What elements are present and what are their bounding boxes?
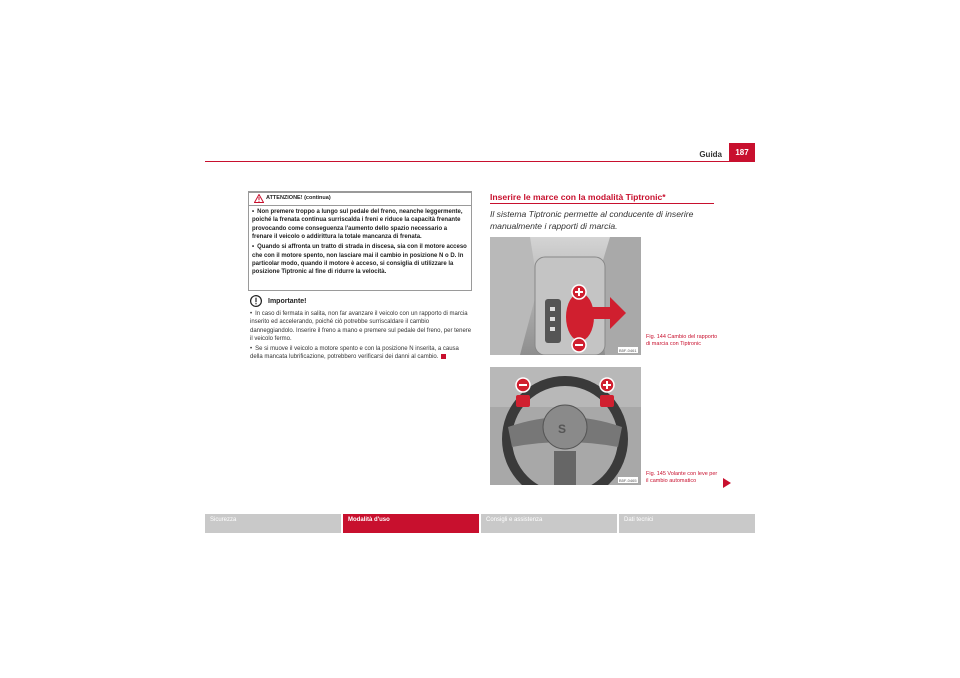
warning-box	[248, 191, 472, 291]
warning-header	[249, 193, 471, 206]
warning-triangle-icon	[254, 194, 264, 203]
figure-caption: Fig. 145 Volante con leve per il cambio automatico	[646, 471, 718, 484]
footer-tab-consigli-assistenza[interactable]: Consigli e assistenza	[481, 514, 617, 533]
running-header-title: Guida	[699, 150, 722, 159]
figure-code: B5F-0461	[619, 348, 637, 353]
important-body	[250, 310, 472, 364]
header-rule	[205, 161, 729, 162]
warning-item: • Quando si affronta un tratto di strada in discesa, sia con il motore acceso che con il motore spento, non lasciare mai il cambio in posizione N o D. In particolar modo, quando il motore è acceso, si consiglia di utilizzare la posizione Tiptronic al fine di ridurre la velocità.	[252, 243, 469, 277]
warning-title: ATTENZIONE! (continua)	[266, 195, 331, 201]
footer-tab-modalita-uso[interactable]: Modalità d'uso	[343, 514, 479, 533]
figure-caption: Fig. 144 Cambio del rapporto di marcia con Tiptronic	[646, 334, 718, 347]
svg-text:S: S	[558, 422, 567, 436]
section-title: Inserire le marce con la modalità Tiptronic*	[490, 192, 666, 202]
caution-circle-icon	[250, 295, 262, 307]
next-page-arrow-icon[interactable]	[722, 478, 732, 488]
figure-tiptronic-selector	[490, 237, 641, 355]
warning-body	[252, 208, 469, 278]
section-rule	[490, 203, 714, 204]
section-end-marker	[441, 354, 446, 359]
important-item: • Se si muove il veicolo a motore spento e con la posizione N inserita, a causa della mancata lubrificazione, potrebbero verificarsi dei danni al cambio.	[250, 346, 459, 360]
warning-item: • Non premere troppo a lungo sul pedale del freno, neanche leggermente, poiché la frenata continua surriscalda i freni e riduce la capacità frenante provocando come conseguenza l'aumento dello spazio necessario a frenare il veicolo o addirittura la totale mancanza di frenata.	[252, 208, 469, 242]
footer-tab-sicurezza[interactable]: Sicurezza	[205, 514, 341, 533]
important-title: Importante!	[268, 298, 307, 305]
section-intro: Il sistema Tiptronic permette al conducente di inserire manualmente i rapporti di marcia.	[490, 209, 694, 231]
important-item: • In caso di fermata in salita, non far avanzare il veicolo con un rapporto di marcia inserito ed accelerando, poiché ciò potrebbe surriscaldare il cambio danneggiandolo. Inserire il freno a mano e premere sul pedale del freno, per tenere il veicolo fermo.	[250, 310, 472, 343]
figure-steering-wheel-paddles	[490, 367, 641, 485]
figure-code: B5F-0465	[619, 478, 637, 483]
page-number: 187	[729, 143, 755, 162]
footer-tab-dati-tecnici[interactable]: Dati tecnici	[619, 514, 755, 533]
important-item-wrap	[250, 345, 472, 362]
